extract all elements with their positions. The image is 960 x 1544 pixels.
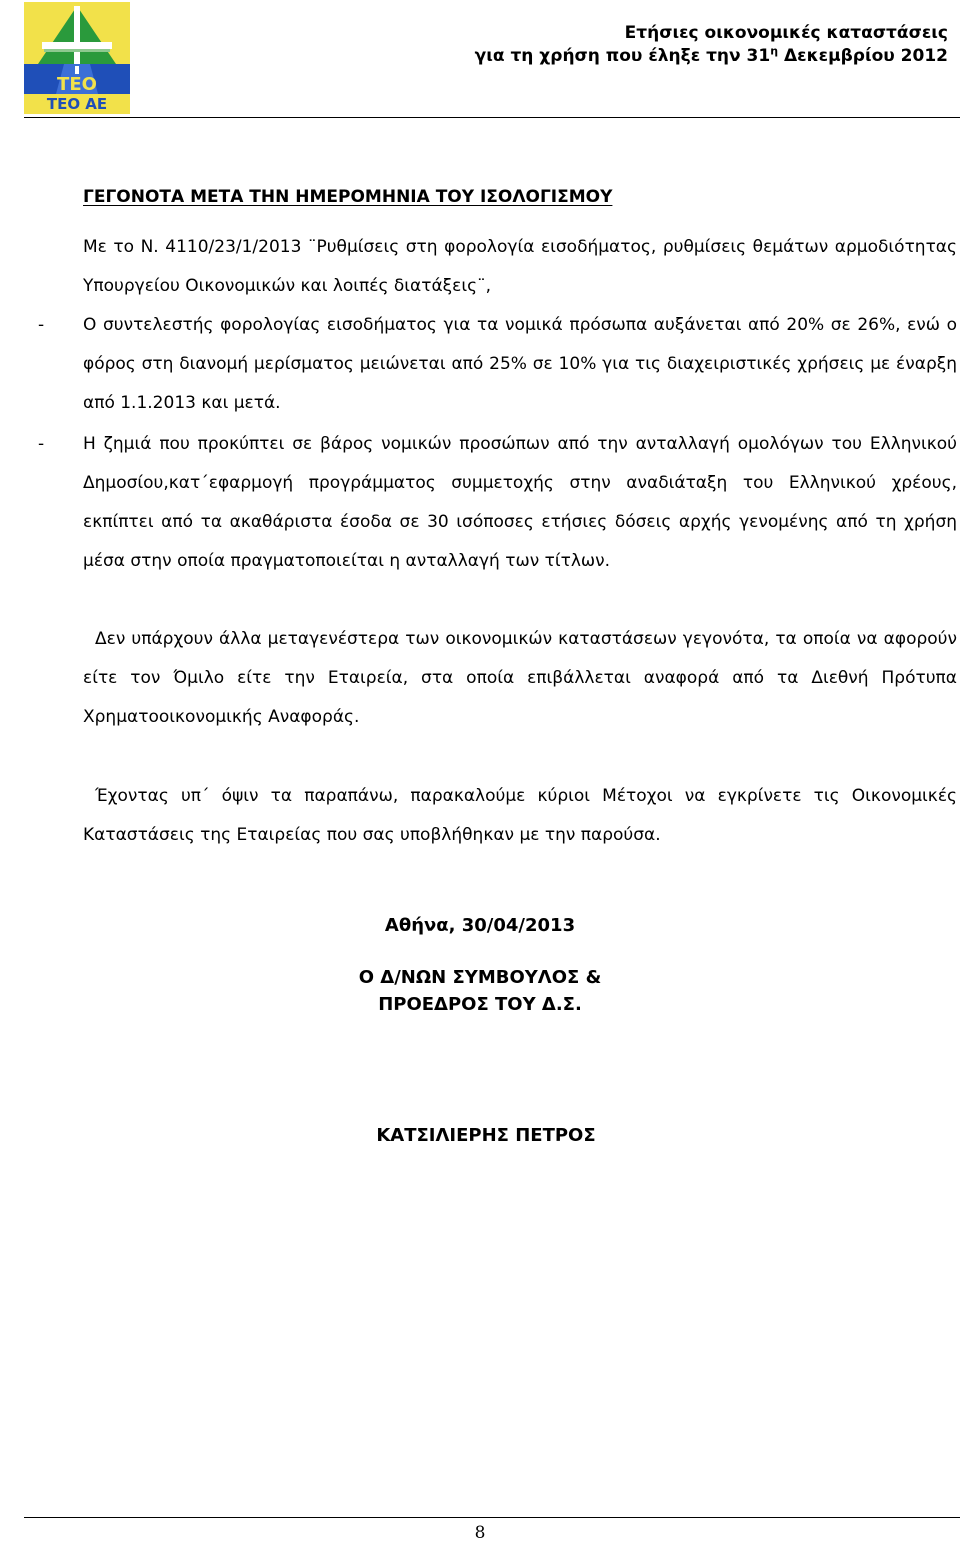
header-divider bbox=[24, 117, 960, 118]
header-title-line1: Ετήσιες οικονομικές καταστάσεις bbox=[624, 23, 948, 43]
bullet-dash: - bbox=[38, 315, 45, 335]
bullet-item-bond-loss bbox=[38, 425, 957, 581]
intro-paragraph: Με το Ν. 4110/23/1/2013 ¨Ρυθμίσεις στη φορολογία εισοδήματος, ρυθμίσεις θεμάτων αρμοδιότητας Υπουργείου Οικονομικών και λοιπές διατάξεις¨, bbox=[83, 237, 957, 296]
header-line2-prefix: για τη χρήση που έληξε την 31 bbox=[474, 46, 771, 66]
company-logo bbox=[24, 2, 130, 114]
bullet-text: Η ζημιά που προκύπτει σε βάρος νομικών προσώπων από την ανταλλαγή ομολόγων του Ελληνικού Δημοσίου,κατ΄εφαρμογή προγράμματος συμμετοχής στην αναδιάταξη του Ελληνικού χρέους, εκπίπτει από τα ακαθάριστα έσοδα σε 30 ισόποσες ετήσιες δόσεις αρχής γενομένης από τη χρήση μέσα στην οποία πραγματοποιείται η ανταλλαγή των τίτλων. bbox=[83, 434, 957, 571]
header-line2-suffix: Δεκεμβρίου 2012 bbox=[778, 46, 948, 66]
bullet-text: Ο συντελεστής φορολογίας εισοδήματος για τα νομικά πρόσωπα αυξάνεται από 20% σε 26%, ενώ ο φόρος στη διανομή μερίσματος μειώνεται από 25% σε 10% για τις διαχειριστικές χρήσεις με έναρξη από 1.1.2013 και μετά. bbox=[83, 315, 957, 413]
logo-caption: ΤΕΟ ΑΕ bbox=[46, 95, 108, 113]
document-header bbox=[475, 22, 948, 68]
bullet-dash: - bbox=[38, 434, 45, 454]
signature-role-line1: Ο Δ/ΝΩΝ ΣΥΜΒΟΥΛΟΣ & bbox=[358, 967, 602, 988]
logo-wordmark: ΤΕΟ bbox=[57, 74, 97, 95]
footer-divider bbox=[24, 1517, 960, 1518]
page-number: 8 bbox=[474, 1523, 486, 1543]
paragraph-closing: Έχοντας υπ΄ όψιν τα παραπάνω, παρακαλούμε κύριοι Μέτοχοι να εγκρίνετε τις Οικονομικές Καταστάσεις της Εταιρείας που σας υποβλήθηκαν με την παρούσα. bbox=[83, 786, 957, 845]
signature-role-line2: ΠΡΟΕΔΡΟΣ ΤΟΥ Δ.Σ. bbox=[378, 994, 582, 1015]
bullet-item-tax-rate bbox=[38, 306, 957, 423]
header-title-line2 bbox=[475, 45, 948, 68]
signature-name: ΚΑΤΣΙΛΙΕΡΗΣ ΠΕΤΡΟΣ bbox=[376, 1125, 596, 1146]
signature-place-date: Αθήνα, 30/04/2013 bbox=[384, 915, 576, 936]
header-line2-superscript: η bbox=[770, 44, 779, 58]
paragraph-no-other-events: Δεν υπάρχουν άλλα μεταγενέστερα των οικονομικών καταστάσεων γεγονότα, τα οποία να αφορούν είτε τον Όμιλο είτε την Εταιρεία, στα οποία επιβάλλεται αναφορά από τα Διεθνή Πρότυπα Χρηματοοικονομικής Αναφοράς. bbox=[83, 629, 957, 727]
section-heading: ΓΕΓΟΝΟΤΑ ΜΕΤΑ ΤΗΝ ΗΜΕΡΟΜΗΝΙΑ ΤΟΥ ΙΣΟΛΟΓΙΣΜΟΥ bbox=[83, 187, 613, 207]
